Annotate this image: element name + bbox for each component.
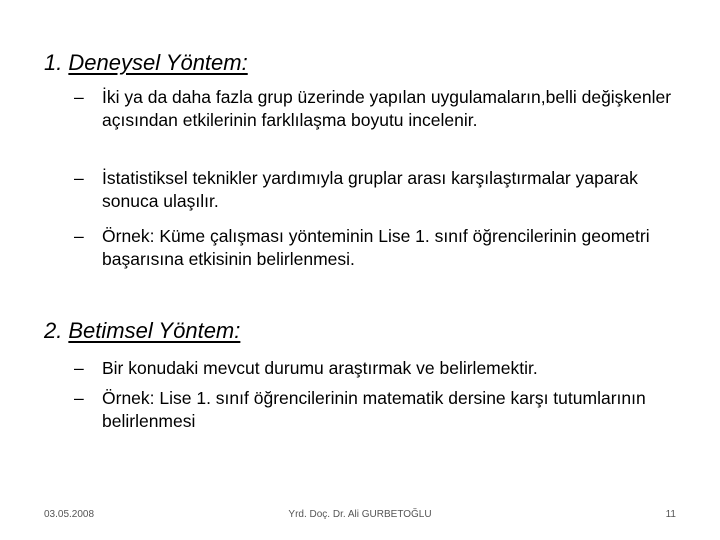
section-title: Betimsel Yöntem: <box>68 318 241 343</box>
section-heading-deneysel <box>44 50 248 76</box>
bullet-dash: – <box>74 226 84 246</box>
section-number: 1. <box>44 50 63 75</box>
section-heading-betimsel <box>44 318 240 344</box>
bullet-dash: – <box>74 388 84 408</box>
bullet-text: Örnek: Lise 1. sınıf öğrencilerinin matematik dersine karşı tutumlarının belirlenmesi <box>102 388 646 431</box>
bullet-text: İki ya da daha fazla grup üzerinde yapılan uygulamaların,belli değişkenler açısından etkilerinin farklılaşma boyutu incelenir. <box>102 87 672 130</box>
section-number: 2. <box>44 318 63 343</box>
footer-author: Yrd. Doç. Dr. Ali GURBETOĞLU <box>288 509 432 520</box>
list-item <box>74 86 694 132</box>
bullet-dash: – <box>74 358 84 378</box>
footer-date: 03.05.2008 <box>44 509 95 520</box>
section-title: Deneysel Yöntem: <box>68 50 248 75</box>
bullet-dash: – <box>74 168 84 188</box>
bullet-text: Örnek: Küme çalışması yönteminin Lise 1. sınıf öğrencilerinin geometri başarısına etkisinin belirlenmesi. <box>102 226 650 269</box>
list-item <box>74 167 694 213</box>
list-item <box>74 225 694 271</box>
bullet-dash: – <box>74 87 84 107</box>
page-number: 11 <box>665 509 676 520</box>
bullet-text: Bir konudaki mevcut durumu araştırmak ve belirlemektir. <box>102 358 538 378</box>
list-item <box>74 357 694 380</box>
list-item <box>74 387 694 433</box>
bullet-text: İstatistiksel teknikler yardımıyla gruplar arası karşılaştırmalar yaparak sonuca ulaşılır. <box>102 168 638 211</box>
